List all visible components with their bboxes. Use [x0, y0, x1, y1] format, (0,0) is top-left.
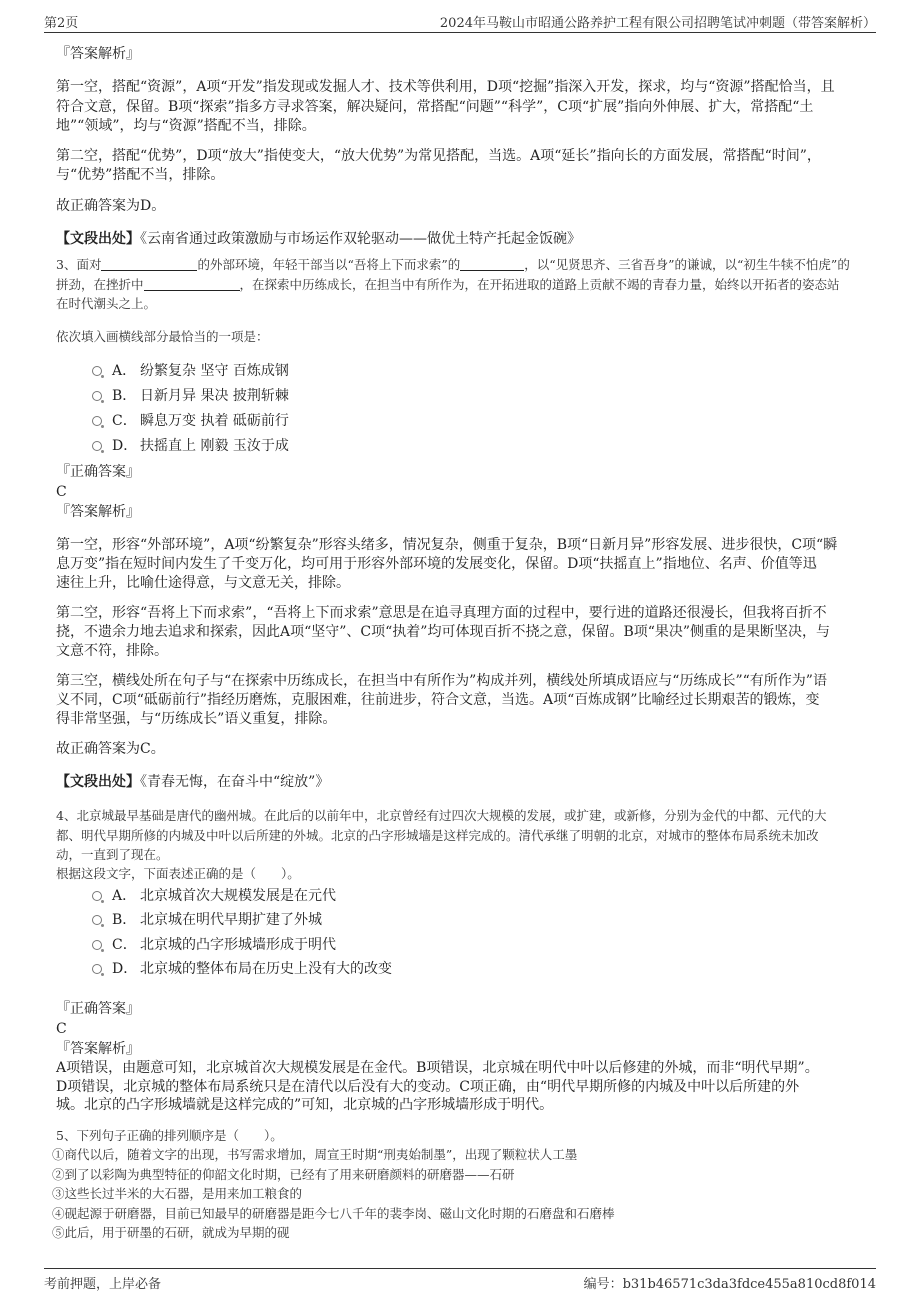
- q3-stem-text-d: 拼劲，在挫折中: [56, 277, 144, 292]
- radio-icon[interactable]: [92, 940, 102, 950]
- radio-icon[interactable]: [92, 366, 102, 376]
- option-text: 瞬息万变 执着 砥砺前行: [140, 413, 289, 429]
- q4-analysis-line1: A项错误，由题意可知，北京城首次大规模发展是在金代。B项错误，北京城在明代中叶以后修建的外城，而非“明代早期”。: [56, 1060, 819, 1076]
- q3-analysis-p1-line3: 速往上升，比喻仕途得意，与文意无关，排除。: [56, 575, 350, 591]
- q3-blank-1: [101, 256, 197, 271]
- q3-conclusion: 故正确答案为C。: [56, 741, 165, 757]
- q5-item-3: ③这些长过半米的大石器，是用来加工粮食的: [52, 1186, 303, 1201]
- option-text: 日新月异 果决 披荆斩棘: [140, 388, 289, 404]
- option-text: 北京城在明代早期扩建了外城: [140, 912, 322, 928]
- q5-item-4: ④砚起源于研磨器，目前已知最早的研磨器是距今七八千年的裴李岗、磁山文化时期的石磨盘和石磨棒: [52, 1206, 615, 1221]
- q4-answer: C: [56, 1021, 67, 1037]
- q4-option-a[interactable]: [92, 886, 336, 906]
- q3-stem-text-b: 的外部环境，年轻干部当以“吾将上下而求索”的: [197, 257, 461, 272]
- q3-option-c[interactable]: [92, 411, 289, 431]
- q3-analysis-label: 『答案解析』: [56, 504, 140, 520]
- q3-prompt: 依次填入画横线部分最恰当的一项是：: [56, 329, 269, 344]
- q5-stem: 5、下列句子正确的排列顺序是（ ）。: [56, 1128, 283, 1143]
- q3-analysis-p3-line3: 得非常坚强，与“历练成长”语义重复，排除。: [56, 711, 337, 727]
- q2-source-text: 《云南省通过政策激励与市场运作双轮驱动——做优土特产托起金饭碗》: [140, 231, 581, 247]
- q3-stem-line1: [56, 255, 850, 275]
- radio-icon[interactable]: [92, 964, 102, 974]
- footer-code: 编号：b31b46571c3da3fdce455a810cd8f014: [583, 1277, 876, 1292]
- q4-prompt: 根据这段文字，下面表述正确的是（ ）。: [56, 866, 300, 881]
- q4-analysis-line3: 城。北京的凸字形城墙就是这样完成的”可知，北京城的凸字形城墙形成于明代。: [56, 1097, 554, 1113]
- option-text: 北京城的凸字形城墙形成于明代: [140, 937, 336, 953]
- q2-conclusion: 故正确答案为D。: [56, 198, 166, 214]
- q3-blank-2: [460, 256, 524, 271]
- radio-icon[interactable]: [92, 416, 102, 426]
- q3-option-d[interactable]: [92, 436, 289, 456]
- option-letter: A．: [112, 888, 137, 904]
- option-letter: B．: [112, 388, 137, 404]
- q3-option-b[interactable]: [92, 386, 289, 406]
- option-text: 纷繁复杂 坚守 百炼成钢: [140, 363, 289, 379]
- option-letter: A．: [112, 363, 137, 379]
- page-number: 第2页: [44, 16, 79, 31]
- radio-icon[interactable]: [92, 441, 102, 451]
- q4-stem-line1: 4、北京城最早基础是唐代的幽州城。在此后的以前年中，北京曾经有过四次大规模的发展，或扩建，或新修，分别为金代的中都、元代的大: [56, 808, 827, 823]
- q3-analysis-p2-line1: 第二空，形容“吾将上下而求索”，“吾将上下而求索”意思是在追寻真理方面的过程中，要行进的道路还很漫长，但我将百折不: [56, 605, 827, 621]
- q4-analysis-label: 『答案解析』: [56, 1041, 140, 1057]
- footer-slogan: 考前押题，上岸必备: [44, 1277, 162, 1292]
- q2-source-label: 【文段出处】: [56, 231, 140, 247]
- q5-item-1: ①商代以后，随着文字的出现，书写需求增加，周宣王时期“刑夷始制墨”，出现了颗粒状人工墨: [52, 1147, 578, 1162]
- q3-analysis-p2-line3: 文意不符，排除。: [56, 643, 168, 659]
- radio-icon[interactable]: [92, 891, 102, 901]
- document-title: 2024年马鞍山市昭通公路养护工程有限公司招聘笔试冲刺题（带答案解析）: [439, 16, 876, 31]
- q3-blank-3: [144, 276, 240, 291]
- q2-source: [56, 229, 581, 250]
- q3-answer: C: [56, 484, 67, 500]
- q3-source-text: 《青春无悔，在奋斗中“绽放”》: [140, 774, 330, 790]
- option-text: 北京城首次大规模发展是在元代: [140, 888, 336, 904]
- q5-item-2: ②到了以彩陶为典型特征的仰韶文化时期，已经有了用来研磨颜料的研磨器——石研: [52, 1167, 515, 1182]
- option-letter: C．: [112, 413, 137, 429]
- q4-answer-label: 『正确答案』: [56, 1001, 140, 1017]
- q2-analysis-p2-line1: 第二空，搭配“优势”，D项“放大”指使变大，“放大优势”为常见搭配，当选。A项“延长”指向长的方面发展，常搭配“时间”，: [56, 148, 821, 164]
- q5-item-5: ⑤此后，用于研墨的石研，就成为早期的砚: [52, 1225, 290, 1240]
- q3-stem-text-a: 3、面对: [56, 257, 102, 272]
- q2-analysis-label: 『答案解析』: [56, 46, 140, 62]
- q3-analysis-p1-line2: 息万变”指在短时间内发生了千变万化，均可用于形容外部环境的发展变化，保留。D项“扶摇直上”指地位、名声、价值等迅: [56, 556, 817, 572]
- option-text: 北京城的整体布局在历史上没有大的改变: [140, 961, 392, 977]
- q2-analysis-p2-line2: 与“优势”搭配不当，排除。: [56, 167, 225, 183]
- q3-stem-line2: [56, 275, 840, 295]
- q3-answer-label: 『正确答案』: [56, 464, 140, 480]
- option-letter: D．: [112, 961, 138, 977]
- q3-source-label: 【文段出处】: [56, 774, 140, 790]
- q2-analysis-p1-line3: 地”“领域”，均与“资源”搭配不当，排除。: [56, 118, 316, 134]
- q3-analysis-p3-line2: 义不同，C项“砥砺前行”指经历磨炼，克服困难，往前进步，符合文意，当选。A项“百炼成钢”比喻经过长期艰苦的锻炼，变: [56, 692, 820, 708]
- radio-icon[interactable]: [92, 915, 102, 925]
- q4-option-d[interactable]: [92, 959, 392, 979]
- q2-analysis-p1-line1: 第一空，搭配“资源”，A项“开发”指发现或发掘人才、技术等供利用，D项“挖掘”指深入开发，探求，均与“资源”搭配恰当，且: [56, 79, 835, 95]
- q3-option-a[interactable]: [92, 361, 289, 381]
- q3-stem-text-c: ，以“见贤思齐、三省吾身”的谦诚，以“初生牛犊不怕虎”的: [524, 257, 850, 272]
- page-header: [44, 10, 876, 33]
- q4-option-b[interactable]: [92, 910, 322, 930]
- radio-icon[interactable]: [92, 391, 102, 401]
- q4-stem-line2: 都、明代早期所修的内城及中叶以后所建的外城。北京的凸字形城墙是这样完成的。清代承继了明朝的北京，对城市的整体布局系统未加改: [56, 828, 819, 843]
- option-text: 扶摇直上 刚毅 玉汝于成: [140, 438, 289, 454]
- q3-source: [56, 772, 329, 793]
- q3-analysis-p1-line1: 第一空，形容“外部环境”，A项“纷繁复杂”形容头绪多，情况复杂，侧重于复杂，B项“日新月异”形容发展、进步很快，C项“瞬: [56, 537, 838, 553]
- q3-analysis-p2-line2: 挠，不遗余力地去追求和探索，因此A项“坚守”、C项“执着”均可体现百折不挠之意，保留。B项“果决”侧重的是果断坚决，与: [56, 624, 831, 640]
- q3-analysis-p3-line1: 第三空，横线处所在句子与“在探索中历练成长，在担当中有所作为”构成并列，横线处所填成语应与“历练成长”“有所作为”语: [56, 673, 827, 689]
- q3-stem-text-e: ，在探索中历练成长，在担当中有所作为，在开拓进取的道路上贡献不竭的青春力量，始终以开拓者的姿态站: [239, 277, 840, 292]
- q3-stem-line3: 在时代潮头之上。: [56, 296, 157, 311]
- page-footer: [44, 1268, 876, 1295]
- q4-option-c[interactable]: [92, 935, 336, 955]
- q2-analysis-p1-line2: 符合文意，保留。B项“探索”指多方寻求答案，解决疑问，常搭配“问题”“科学”，C项“扩展”指向外伸展、扩大，常搭配“土: [56, 99, 814, 115]
- q4-analysis-line2: D项错误，北京城的整体布局系统只是在清代以后没有大的变动。C项正确，由“明代早期所修的内城及中叶以后所建的外: [56, 1079, 800, 1095]
- q4-stem-line3: 动，一直到了现在。: [56, 847, 169, 862]
- option-letter: C．: [112, 937, 137, 953]
- option-letter: B．: [112, 912, 137, 928]
- option-letter: D．: [112, 438, 138, 454]
